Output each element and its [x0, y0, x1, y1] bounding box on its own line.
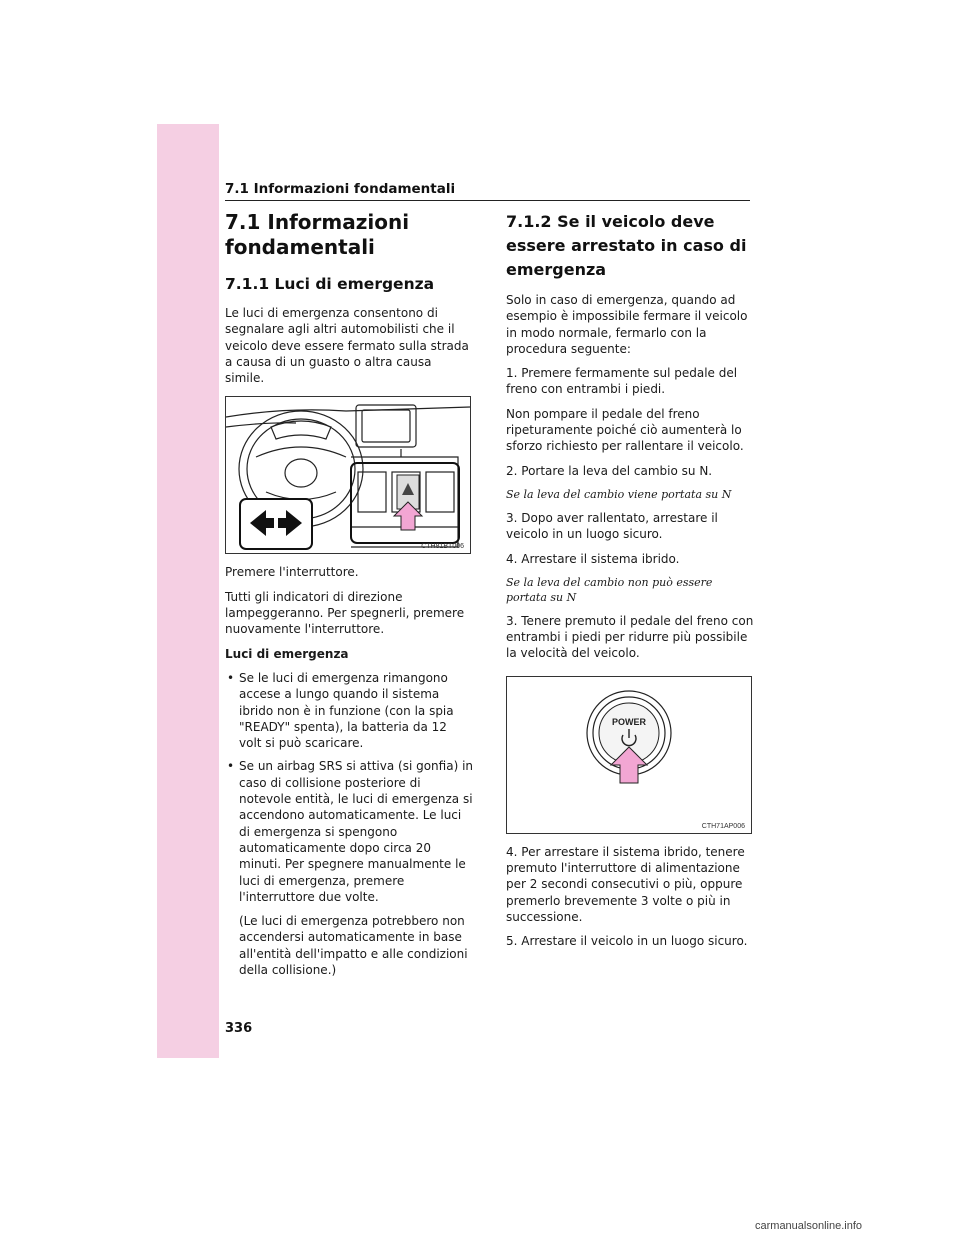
power-label: POWER — [611, 716, 647, 727]
left-column — [225, 210, 473, 986]
hazard-note-title: Luci di emergenza — [225, 646, 349, 661]
power-switch-illustration — [507, 677, 751, 833]
watermark: carmanualsonline.info — [755, 1220, 863, 1232]
case-shift-to-n: Se la leva del cambio viene portata su N — [506, 487, 732, 501]
hazard-note-2: • Se un airbag SRS si attiva (si gonfia) in caso di collisione posteriore di notevole entità, le luci di emergenza si accendono automaticamente. Le luci di emergenza si spengono automaticamente dopo circa 20 minuti. Per spegnere manualmente le luci di emergenza, premere l'interruttore due volte. — [225, 758, 473, 905]
hazard-note-1: • Se le luci di emergenza rimangono accese a lungo quando il sistema ibrido non è in funzione (con la spia "READY" spenta), la batteria da 12 volt si può scaricare. — [225, 670, 473, 751]
right-column — [506, 210, 754, 958]
hazard-intro: Le luci di emergenza consentono di segnalare agli altri automobilisti che il veicolo deve essere fermato sulla strada a causa di un guasto o altra causa simile. — [225, 306, 469, 386]
hazard-notes-list — [225, 670, 473, 905]
emergency-intro: Solo in caso di emergenza, quando ad esempio è impossibile fermare il veicolo in modo normale, fermarlo con la procedura seguente: — [506, 293, 748, 356]
hazard-switch-figure — [225, 396, 471, 554]
page-number: 336 — [225, 1021, 253, 1036]
section-heading: 7.1 Informazioni fondamentali — [225, 210, 410, 259]
chapter-side-band — [157, 124, 219, 1058]
figure-code: CTH71AP006 — [701, 822, 745, 830]
figure-code: CTH81BT006 — [421, 543, 464, 551]
blink-instruction: Tutti gli indicatori di direzione lampeggeranno. Per spegnerli, premere nuovamente l'interruttore. — [225, 589, 465, 637]
step-2: 2. Portare la leva del cambio su N. — [506, 463, 713, 478]
subsection-heading-emergency-stop: 7.1.2 Se il veicolo deve essere arrestato in caso di emergenza — [506, 212, 747, 279]
step-5b: 5. Arrestare il veicolo in un luogo sicuro. — [506, 934, 748, 949]
header-rule — [225, 200, 750, 201]
step-1: 1. Premere fermamente sul pedale del freno con entrambi i piedi. — [506, 366, 738, 397]
step-4a: 4. Arrestare il sistema ibrido. — [506, 551, 680, 566]
subsection-heading-hazard: 7.1.1 Luci di emergenza — [225, 275, 435, 293]
running-header: 7.1 Informazioni fondamentali — [225, 181, 456, 197]
hazard-note-2-extra: (Le luci di emergenza potrebbero non accendersi automaticamente in base all'entità dell'impatto e alle condizioni della collisione.) — [239, 914, 468, 978]
step-3a: 3. Dopo aver rallentato, arrestare il veicolo in un luogo sicuro. — [506, 510, 718, 542]
step-3b: 3. Tenere premuto il pedale del freno con entrambi i piedi per ridurre più possibile la velocità del veicolo. — [506, 613, 754, 661]
press-instruction: Premere l'interruttore. — [225, 565, 359, 580]
case-cannot-shift: Se la leva del cambio non può essere portata su N — [506, 575, 713, 604]
dashboard-illustration — [226, 397, 470, 553]
step-4b: 4. Per arrestare il sistema ibrido, tenere premuto l'interruttore di alimentazione per 2 secondi consecutivi o più, oppure premerlo brevemente 3 volte o più in successione. — [506, 844, 745, 924]
step-1-note: Non pompare il pedale del freno ripeturamente poiché ciò aumenterà lo sforzo richiesto per rallentare il veicolo. — [506, 406, 744, 454]
power-switch-figure — [506, 676, 752, 834]
